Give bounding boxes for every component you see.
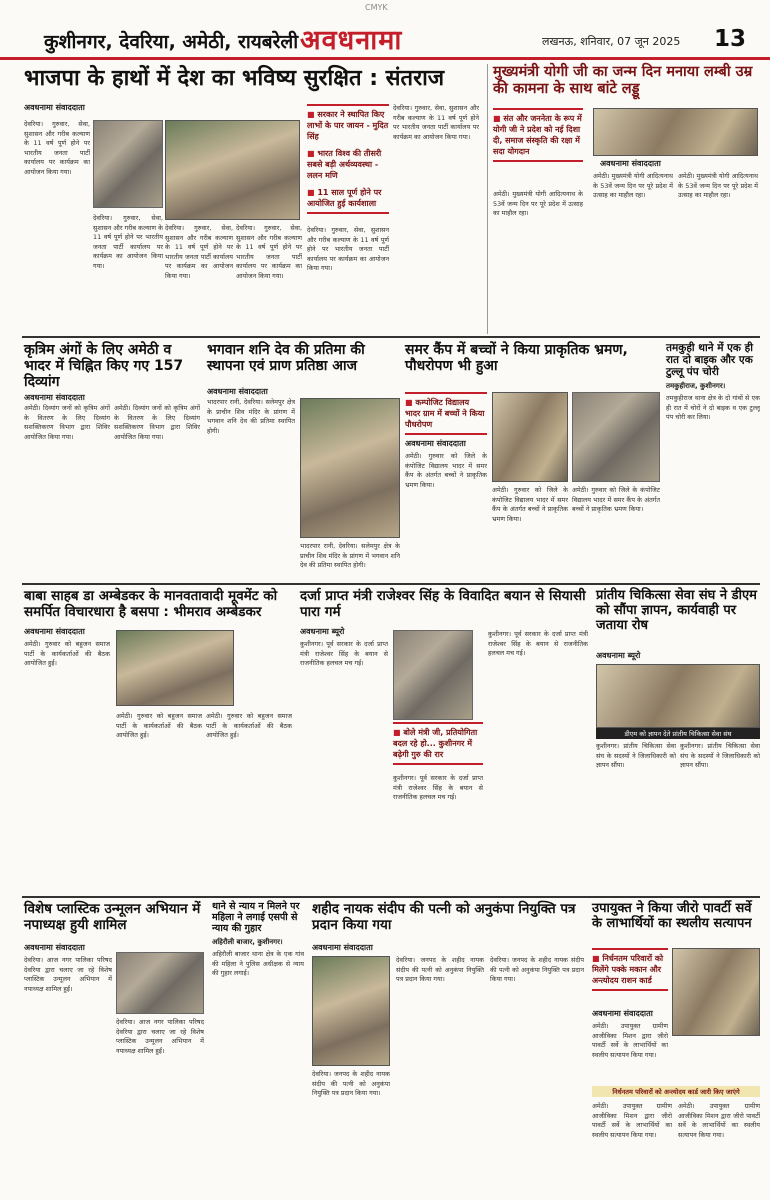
cmyk-mark: CMYK: [365, 3, 388, 12]
text-a12-col1: देवरिया। जनपद के शहीद नायक संदीप की पत्नी को अनुकंपा नियुक्ति पत्र प्रदान किया गया।: [312, 1070, 390, 1098]
text-a2-col3: अमेठी। मुख्यमंत्री योगी आदित्यनाथ के 53वें जन्म दिन पर पूरे प्रदेश में उत्साह का माहौल रहा।: [678, 172, 758, 200]
photo-bsp-meeting: [116, 630, 234, 706]
text-a2-col1: अमेठी। मुख्यमंत्री योगी आदित्यनाथ के 53वें जन्म दिन पर पूरे प्रदेश में उत्साह का माहौल रहा।: [493, 190, 583, 218]
text-a7-col2: अमेठी। गुरुवार को बहुजन समाज पार्टी के कार्यकर्ताओं की बैठक आयोजित हुई।: [116, 712, 202, 740]
photo-memorandum: [596, 664, 760, 728]
text-a8-col1: कुशीनगर। पूर्व सरकार के दर्जा प्राप्त मंत्री राजेश्वर सिंह के बयान से राजनीतिक हलचल मच गई।: [300, 640, 388, 668]
text-a7-col1: अमेठी। गुरुवार को बहुजन समाज पार्टी के कार्यकर्ताओं की बैठक आयोजित हुई।: [24, 640, 110, 668]
text-a8-col3: कुशीनगर। पूर्व सरकार के दर्जा प्राप्त मंत्री राजेश्वर सिंह के बयान से राजनीतिक हलचल मच गई।: [488, 630, 588, 658]
headline-a11: थाने से न्याय न मिलने पर महिला ने लगाई एसपी से न्याय की गुहार: [212, 901, 300, 934]
text-a5-col3: अमेठी। गुरुवार को जिले के कंपोजिट विद्यालय भादर में समर कैंप के अंतर्गत बच्चों ने प्राकृतिक भ्रमण किया।: [572, 486, 660, 514]
text-a9-col1: कुशीनगर। प्रांतीय चिकित्सा सेवा संघ के सदस्यों ने जिलाधिकारी को ज्ञापन सौंपा।: [596, 742, 676, 770]
photo-shani-dev: [300, 398, 400, 538]
headline-a6: तमकुही थाने में एक ही रात दो बाइक और एक टुल्लू पंप चोरी: [666, 342, 753, 379]
photo-plantation: [572, 392, 660, 482]
headline-a5: समर कैंप में बच्चों ने किया प्राकृतिक भ्रमण, पौधरोपण भी हुआ: [405, 342, 628, 375]
text-a2-col2: अमेठी। मुख्यमंत्री योगी आदित्यनाथ के 53वें जन्म दिन पर पूरे प्रदेश में उत्साह का माहौल रहा।: [593, 172, 673, 200]
headline-a7: बाबा साहब डा अम्बेडकर के मानवतावादी मूवमेंट को समर्पित विचारधारा है बसपा : भीमराव अम्बेडकर: [24, 588, 278, 620]
text-a1-col5: देवरिया। गुरुवार, सेवा, सुशासन और गरीब कल्याण के 11 वर्ष पूर्ण होने पर भारतीय जनता पार्टी कार्यालय पर कार्यक्रम का आयोजन किया गया।: [307, 226, 389, 273]
headline-a12: शहीद नायक संदीप की पत्नी को अनुकंपा नियुक्ति पत्र प्रदान किया गया: [312, 901, 576, 933]
caption-a9: डीएम को ज्ञापन देते प्रांतीय चिकित्सा सेवा संघ: [596, 728, 760, 739]
section-title: कुशीनगर, देवरिया, अमेठी, रायबरेली: [44, 31, 299, 53]
byline-a6: तमकुहीराज, कुशीनगर।: [666, 382, 726, 390]
pullquote-a13-1: ■ निर्धनतम परिवारों को मिलेंगे पक्के मकान और अन्त्योदय राशन कार्ड: [592, 950, 668, 989]
headline-a4: भगवान शनि देव की प्रतिमा की स्थापना एवं प्राण प्रतिष्ठा आज: [207, 342, 365, 375]
photo-minister: [393, 630, 473, 720]
text-a9-col2: कुशीनगर। प्रांतीय चिकित्सा सेवा संघ के सदस्यों ने जिलाधिकारी को ज्ञापन सौंपा।: [680, 742, 760, 770]
headline-a10: विशेष प्लास्टिक उन्मूलन अभियान में नपाध्यक्ष हुयी शामिल: [24, 901, 201, 933]
pullquote-a2: [493, 108, 583, 162]
text-a6: तमकुहीराज थाना क्षेत्र के दो गांवों से एक ही रात में चोरों ने दो बाइक व एक टुल्लू पंप चोरी कर लिया।: [666, 394, 760, 422]
text-a4-col1: भादरपार रानी, देवरिया। सलेमपुर क्षेत्र के प्राचीन शिव मंदिर के प्रांगण में भगवान शनि देव की प्रतिमा स्थापित होगी।: [207, 398, 295, 435]
byline-a3: अवधनामा संवाददाता: [24, 393, 85, 402]
headline-a2: मुख्यमंत्री योगी जी का जन्म दिन मनाया लम्बी उम्र की कामना के साथ बांटे लड्डू: [493, 64, 753, 97]
byline-a1: अवधनामा संवाददाता: [24, 103, 85, 112]
text-a1-col2: देवरिया। गुरुवार, सेवा, सुशासन और गरीब कल्याण के 11 वर्ष पूर्ण होने पर भारतीय जनता पार्टी कार्यालय पर कार्यक्रम का आयोजन किया गया।: [93, 214, 163, 270]
pullquote-a1-1: ■ सरकार ने स्थापित किए लाभों के पार जायन - मुदित सिंह: [307, 106, 389, 145]
text-a3-col1: अमेठी। दिव्यांग जनों को कृत्रिम अंगों के वितरण के लिए दिव्यांग सशक्तिकरण विभाग द्वारा शिविर आयोजित किया गया।: [24, 404, 110, 441]
page-number: 13: [714, 26, 747, 52]
photo-celebration: [593, 108, 758, 156]
text-a1-col1: देवरिया। गुरुवार, सेवा, सुशासन और गरीब कल्याण के 11 वर्ष पूर्ण होने पर भारतीय जनता पार्टी कार्यालय पर कार्यक्रम का आयोजन किया गया।: [24, 120, 90, 176]
pullquote-a2-1: ■ संत और जननेता के रूप में योगी जी ने प्रदेश को नई दिशा दी, समाज संस्कृति की रक्षा में सदा योगदान: [493, 110, 583, 160]
pullquote-a5-1: ■ कम्पोजिट विद्यालय भादर ग्राम में बच्चों ने किया पौधरोपण: [405, 394, 487, 433]
pullquote-a5: [405, 392, 487, 435]
text-a13-col1: अमेठी। उपायुक्त ग्रामीण आजीविका मिशन द्वारा जीरो पावर्टी सर्वे के लाभार्थियों का स्थलीय सत्यापन किया गया।: [592, 1022, 668, 1059]
caption-a13: निर्धनतम परिवारों को अन्त्योदय कार्ड जारी किए जाएंगे: [592, 1086, 760, 1097]
photo-speaker: [93, 120, 163, 208]
column-rule: [487, 64, 488, 334]
pullquote-a1-2: ■ भारत विश्व की तीसरी सबसे बड़ी अर्थव्यवस्था - ललन मणि: [307, 145, 389, 184]
text-a12-col2: देवरिया। जनपद के शहीद नायक संदीप की पत्नी को अनुकंपा नियुक्ति पत्र प्रदान किया गया।: [396, 956, 484, 984]
pullquote-a8: [393, 722, 483, 765]
text-a5-col2: अमेठी। गुरुवार को जिले के कंपोजिट विद्यालय भादर में समर कैंप के अंतर्गत बच्चों ने प्राकृतिक भ्रमण किया।: [492, 486, 568, 523]
text-a13-col3: अमेठी। उपायुक्त ग्रामीण आजीविका मिशन द्वारा जीरो पावर्टी सर्वे के लाभार्थियों का स्थलीय सत्यापन किया गया।: [678, 1102, 760, 1139]
text-a10-col1: देवरिया। आज नगर पालिका परिषद देवरिया द्वारा चलाए जा रहे विशेष प्लास्टिक उन्मूलन अभियान में नपाध्यक्ष शामिल हुईं।: [24, 956, 112, 993]
row-divider: [22, 583, 760, 585]
byline-a8: अवधनामा ब्यूरो: [300, 627, 345, 636]
headline-a1: भाजपा के हाथों में देश का भविष्य सुरक्षित : संतराज: [24, 66, 445, 91]
text-a8-col2: कुशीनगर। पूर्व सरकार के दर्जा प्राप्त मंत्री राजेश्वर सिंह के बयान से राजनीतिक हलचल मच गई।: [393, 774, 483, 802]
photo-survey: [672, 948, 760, 1036]
text-a12-col3: देवरिया। जनपद के शहीद नायक संदीप की पत्नी को अनुकंपा नियुक्ति पत्र प्रदान किया गया।: [490, 956, 584, 984]
text-a3-col2: अमेठी। दिव्यांग जनों को कृत्रिम अंगों के वितरण के लिए दिव्यांग सशक्तिकरण विभाग द्वारा शिविर आयोजित किया गया।: [114, 404, 200, 441]
byline-a13: अवधनामा संवाददाता: [592, 1009, 653, 1018]
text-a1-col6: देवरिया। गुरुवार, सेवा, सुशासन और गरीब कल्याण के 11 वर्ष पूर्ण होने पर भारतीय जनता पार्टी कार्यालय पर कार्यक्रम का आयोजन किया गया।: [393, 104, 479, 141]
photo-appointment: [312, 956, 390, 1066]
byline-a5: अवधनामा संवाददाता: [405, 439, 466, 448]
pullquote-a1-3: ■ 11 साल पूर्ण होने पर आयोजित हुई कार्यशाला: [307, 184, 389, 212]
text-a1-col4: देवरिया। गुरुवार, सेवा, सुशासन और गरीब कल्याण के 11 वर्ष पूर्ण होने पर भारतीय जनता पार्टी कार्यालय पर कार्यक्रम का आयोजन किया गया।: [236, 224, 302, 280]
byline-a10: अवधनामा संवाददाता: [24, 943, 85, 952]
byline-a7: अवधनामा संवाददाता: [24, 627, 85, 636]
pullquote-a1: [307, 104, 389, 214]
headline-a3: कृत्रिम अंगों के लिए अमेठी व भादर में चिह्नित किए गए 157 दिव्यांग: [24, 342, 184, 391]
pullquote-a8-1: ■ बोले मंत्री जी, प्रतियोगिता बदल रहे हो... कुशीनगर में बढ़ेगी गुरु की रार: [393, 724, 483, 763]
photo-summer-camp: [492, 392, 568, 482]
byline-a12: अवधनामा संवाददाता: [312, 943, 373, 952]
byline-a11: अहिरौली बाजार, कुशीनगर।: [212, 938, 283, 946]
row-divider: [22, 896, 760, 898]
masthead: [0, 14, 770, 60]
issue-date: लखनऊ, शनिवार, 07 जून 2025: [542, 35, 681, 48]
pullquote-a13: [592, 948, 668, 991]
byline-a9: अवधनामा ब्यूरो: [596, 651, 641, 660]
byline-a4: अवधनामा संवाददाता: [207, 387, 268, 396]
photo-plastic-drive: [116, 952, 204, 1014]
text-a7-col3: अमेठी। गुरुवार को बहुजन समाज पार्टी के कार्यकर्ताओं की बैठक आयोजित हुई।: [206, 712, 292, 740]
byline-a2: अवधनामा संवाददाता: [600, 159, 661, 168]
text-a5-col1: अमेठी। गुरुवार को जिले के कंपोजिट विद्यालय भादर में समर कैंप के अंतर्गत बच्चों ने प्राकृतिक भ्रमण किया।: [405, 452, 487, 489]
photo-meeting: [165, 120, 300, 220]
headline-a8: दर्जा प्राप्त मंत्री राजेश्वर सिंह के विवादित बयान से सियासी पारा गर्म: [300, 588, 586, 620]
text-a13-col2: अमेठी। उपायुक्त ग्रामीण आजीविका मिशन द्वारा जीरो पावर्टी सर्वे के लाभार्थियों का स्थलीय सत्यापन किया गया।: [592, 1102, 672, 1139]
newspaper-logo: अवधनामा: [300, 25, 403, 56]
text-a10-col2: देवरिया। आज नगर पालिका परिषद देवरिया द्वारा चलाए जा रहे विशेष प्लास्टिक उन्मूलन अभियान में नपाध्यक्ष शामिल हुईं।: [116, 1018, 204, 1055]
text-a4-col2: भादरपार रानी, देवरिया। सलेमपुर क्षेत्र के प्राचीन शिव मंदिर के प्रांगण में भगवान शनि देव की प्रतिमा स्थापित होगी।: [300, 542, 400, 570]
text-a1-col3: देवरिया। गुरुवार, सेवा, सुशासन और गरीब कल्याण के 11 वर्ष पूर्ण होने पर भारतीय जनता पार्टी कार्यालय पर कार्यक्रम का आयोजन किया गया।: [165, 224, 233, 280]
row-divider: [22, 336, 760, 338]
headline-a9: प्रांतीय चिकित्सा सेवा संघ ने डीएम को सौंपा ज्ञापन, कार्यवाही पर जताया रोष: [596, 588, 757, 633]
headline-a13: उपायुक्त ने किया जीरो पावर्टी सर्वे के लाभार्थियों का स्थलीय सत्यापन: [592, 901, 752, 931]
text-a11: अहिरौली बाजार थाना क्षेत्र के एक गांव की महिला ने पुलिस अधीक्षक से न्याय की गुहार लगाई।: [212, 950, 304, 978]
